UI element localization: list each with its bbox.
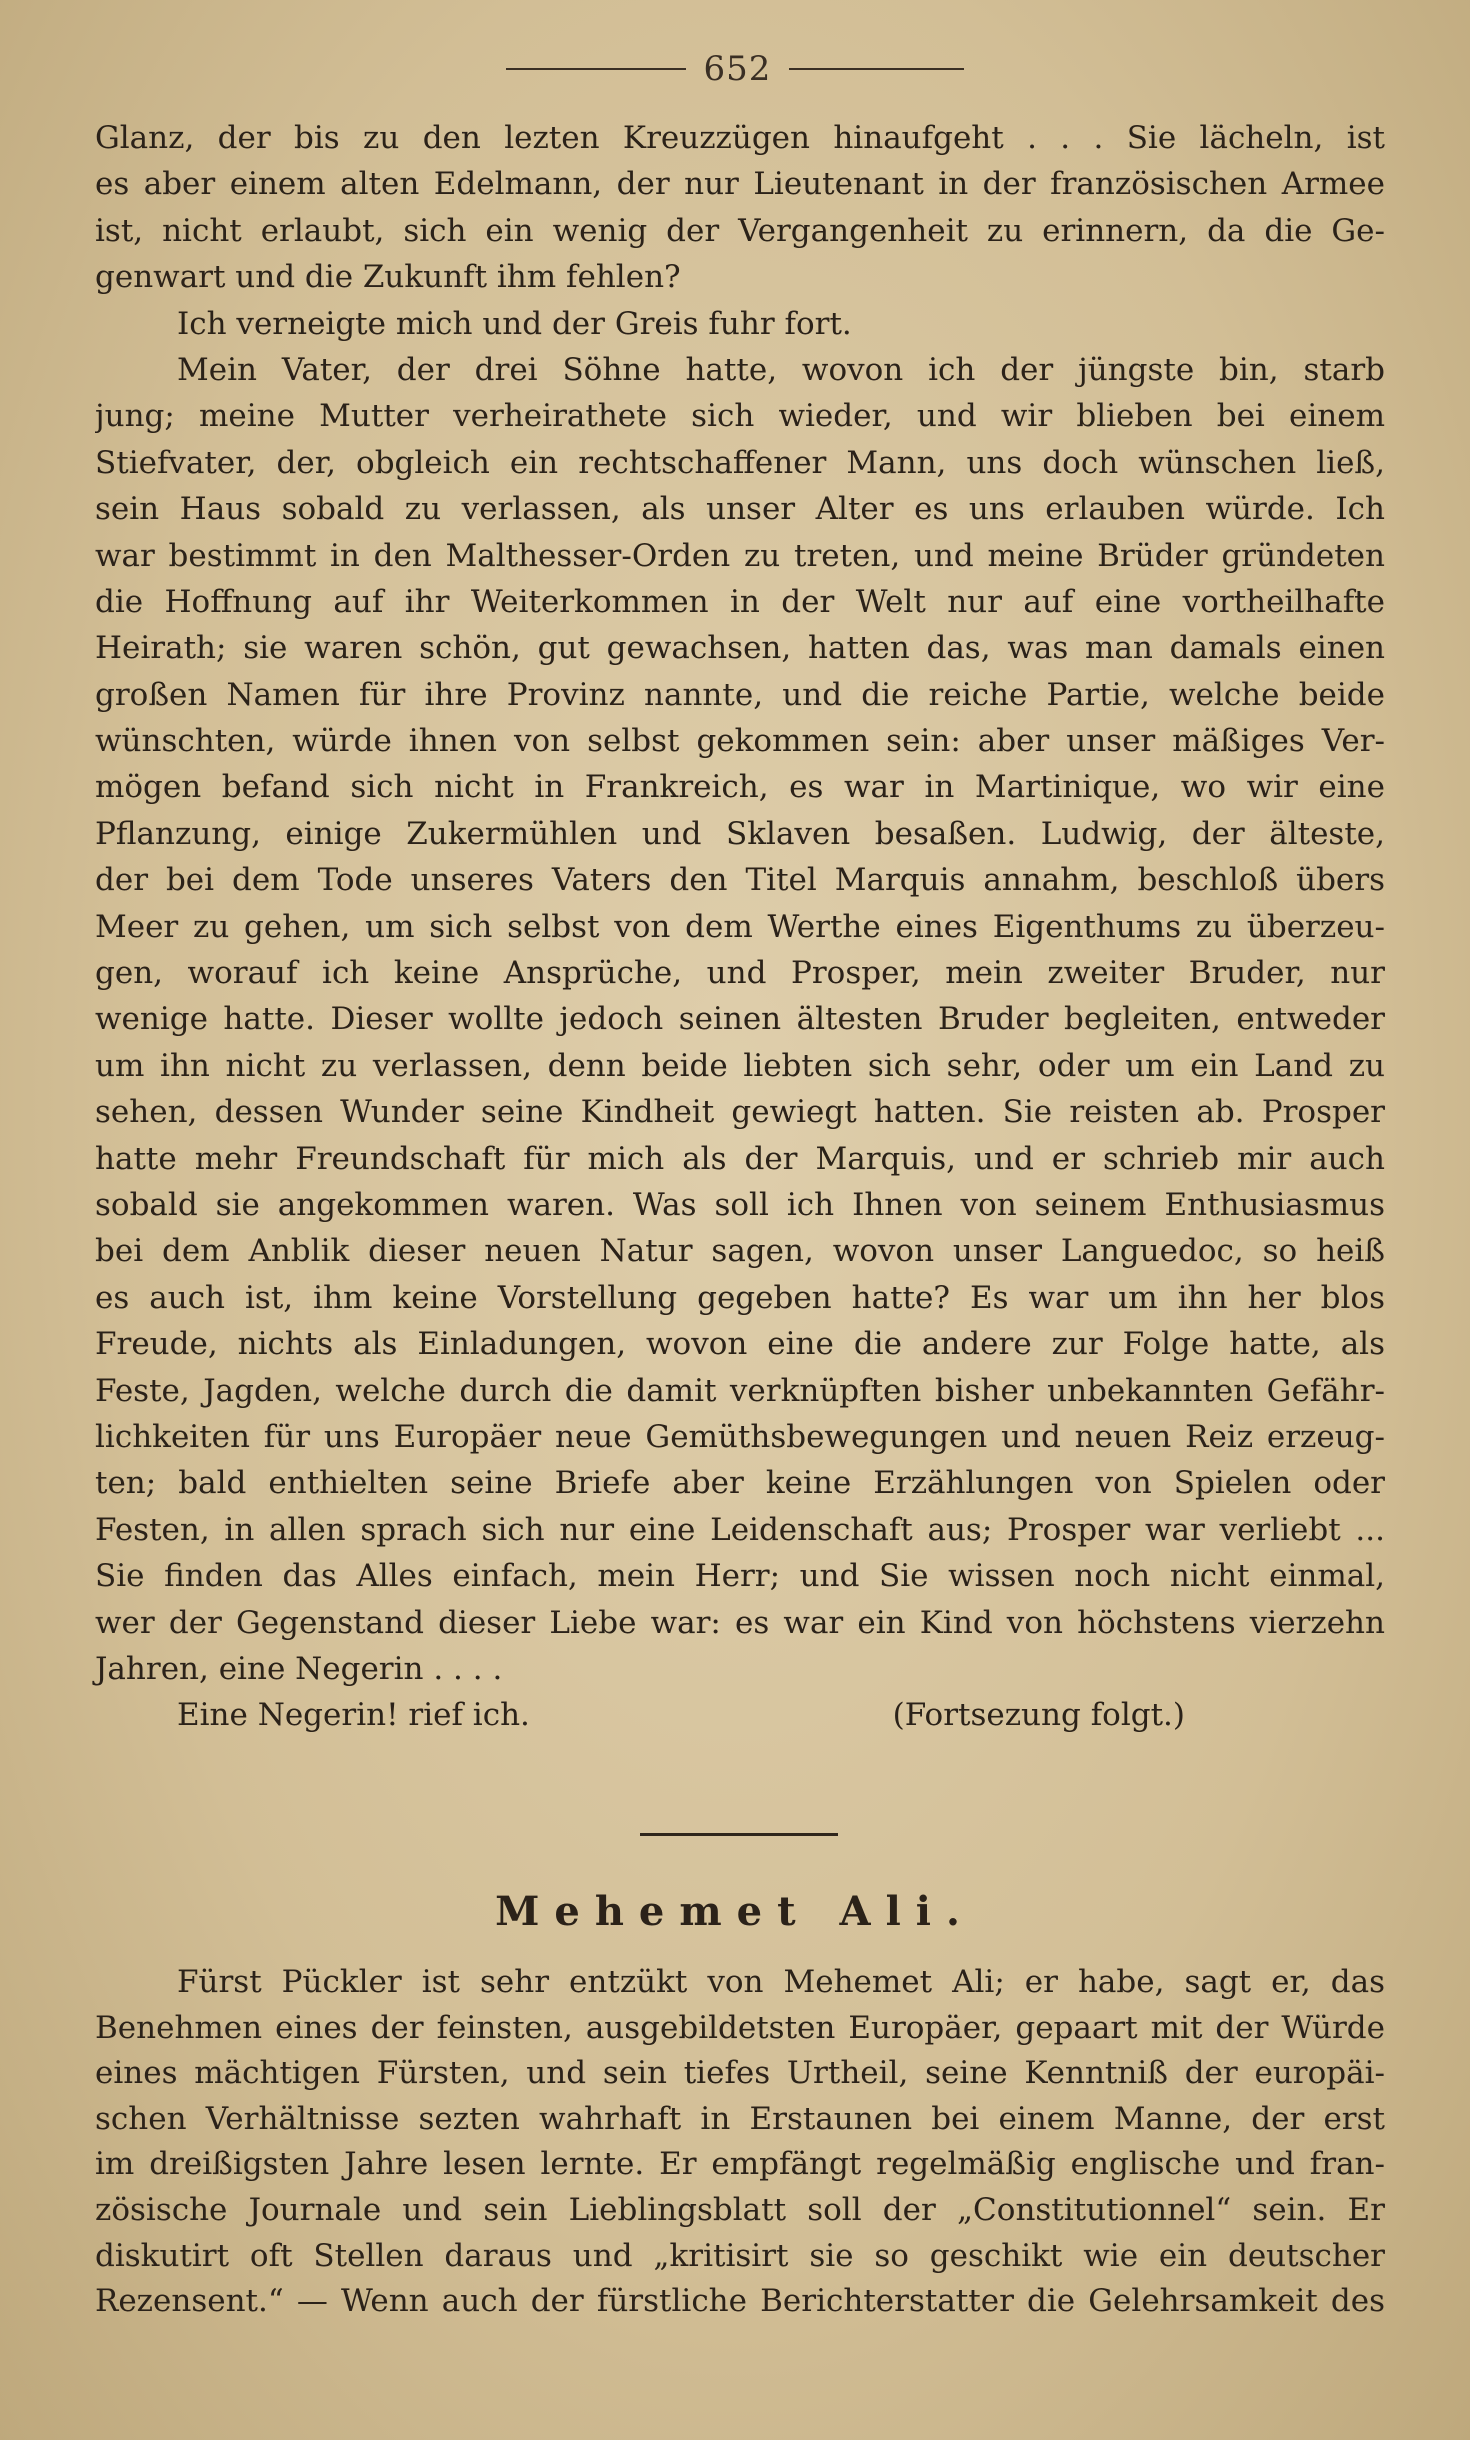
text-line: Stiefvater, der, obgleich ein rechtschaffener Mann, uns doch wünschen ließ, bbox=[95, 444, 1385, 481]
text-line: ten; bald enthielten seine Briefe aber keine Erzählungen von Spielen oder bbox=[95, 1465, 1385, 1502]
text-line: der bei dem Tode unseres Vaters den Titel Marquis annahm, beschloß übers bbox=[95, 862, 1385, 899]
article-continuation bbox=[95, 115, 1385, 1739]
text-line: Freude, nichts als Einladungen, wovon eine die andere zur Folge hatte, als bbox=[95, 1326, 1385, 1363]
text-line: zösische Journale und sein Lieblingsblatt soll der „Constitutionnel“ sein. Er bbox=[95, 2191, 1385, 2228]
header-rule-left bbox=[506, 68, 686, 70]
text-line: großen Namen für ihre Provinz nannte, und die reiche Partie, welche beide bbox=[95, 676, 1385, 713]
section-heading: Mehemet Ali. bbox=[495, 1888, 975, 1935]
text-line: Pflanzung, einige Zukermühlen und Sklaven besaßen. Ludwig, der älteste, bbox=[95, 815, 1385, 852]
section-divider bbox=[640, 1833, 838, 1836]
text-line: sein Haus sobald zu verlassen, als unser Alter es uns erlauben würde. Ich bbox=[95, 491, 1385, 528]
text-line: Benehmen eines der feinsten, ausgebildetsten Europäer, gepaart mit der Würde bbox=[95, 2009, 1385, 2046]
text-line: ist, nicht erlaubt, sich ein wenig der Vergangenheit zu erinnern, da die Ge- bbox=[95, 212, 1385, 249]
text-line: Meer zu gehen, um sich selbst von dem Werthe eines Eigenthums zu überzeu- bbox=[95, 908, 1385, 945]
text-line-with-note bbox=[95, 1692, 1385, 1738]
page-number: 652 bbox=[703, 49, 772, 89]
text-line: lichkeiten für uns Europäer neue Gemüthsbewegungen und neuen Reiz erzeug- bbox=[95, 1418, 1385, 1455]
text-line: wer der Gegenstand dieser Liebe war: es war ein Kind von höchstens vierzehn bbox=[95, 1604, 1385, 1641]
text-line: wenige hatte. Dieser wollte jedoch seinen ältesten Bruder begleiten, entweder bbox=[95, 1001, 1385, 1038]
text-line-final: Eine Negerin! rief ich. bbox=[177, 1697, 530, 1734]
text-line: Festen, in allen sprach sich nur eine Leidenschaft aus; Prosper war verliebt ... bbox=[95, 1511, 1385, 1548]
header-rule-right bbox=[789, 68, 964, 70]
text-line: jung; meine Mutter verheirathete sich wieder, und wir blieben bei einem bbox=[95, 398, 1385, 435]
text-line: um ihn nicht zu verlassen, denn beide liebten sich sehr, oder um ein Land zu bbox=[95, 1047, 1385, 1084]
text-line: genwart und die Zukunft ihm fehlen? bbox=[95, 259, 681, 296]
text-line: eines mächtigen Fürsten, und sein tiefes Urtheil, seine Kenntniß der europäi- bbox=[95, 2055, 1385, 2092]
text-line: Fürst Pückler ist sehr entzükt von Mehemet Ali; er habe, sagt er, das bbox=[177, 1964, 1385, 2000]
text-line: es auch ist, ihm keine Vorstellung gegeben hatte? Es war um ihn her blos bbox=[95, 1279, 1385, 1316]
text-line: war bestimmt in den Malthesser-Orden zu treten, und meine Brüder gründeten bbox=[95, 537, 1385, 574]
text-line: Glanz, der bis zu den lezten Kreuzzügen hinaufgeht . . . Sie lächeln, ist bbox=[95, 120, 1385, 156]
text-line: Ich verneigte mich und der Greis fuhr fort. bbox=[177, 305, 852, 342]
text-line: sehen, dessen Wunder seine Kindheit gewiegt hatten. Sie reisten ab. Prosper bbox=[95, 1094, 1385, 1131]
text-line: mögen befand sich nicht in Frankreich, es war in Martinique, wo wir eine bbox=[95, 769, 1385, 806]
text-line: Heirath; sie waren schön, gut gewachsen, hatten das, was man damals einen bbox=[95, 630, 1385, 667]
text-line: wünschten, würde ihnen von selbst gekommen sein: aber unser mäßiges Ver- bbox=[95, 723, 1385, 760]
text-line: Sie finden das Alles einfach, mein Herr; und Sie wissen noch nicht einmal, bbox=[95, 1558, 1385, 1595]
article-mehemet-ali bbox=[95, 1960, 1385, 2325]
text-line: es aber einem alten Edelmann, der nur Lieutenant in der französischen Armee bbox=[95, 166, 1385, 203]
text-line: hatte mehr Freundschaft für mich als der Marquis, und er schrieb mir auch bbox=[95, 1140, 1385, 1177]
text-line: diskutirt oft Stellen daraus und „kritisirt sie so geschikt wie ein deutscher bbox=[95, 2237, 1385, 2274]
text-line: die Hoffnung auf ihr Weiterkommen in der Welt nur auf eine vortheilhafte bbox=[95, 583, 1385, 620]
text-line: Feste, Jagden, welche durch die damit verknüpften bisher unbekannten Gefähr- bbox=[95, 1372, 1385, 1409]
text-line: gen, worauf ich keine Ansprüche, und Prosper, mein zweiter Bruder, nur bbox=[95, 955, 1385, 992]
continuation-note: (Fortsezung folgt.) bbox=[892, 1697, 1185, 1734]
text-line: bei dem Anblik dieser neuen Natur sagen, wovon unser Languedoc, so heiß bbox=[95, 1233, 1385, 1270]
text-line: schen Verhältnisse sezten wahrhaft in Erstaunen bei einem Manne, der erst bbox=[95, 2100, 1385, 2137]
page-number-header bbox=[0, 44, 1470, 94]
text-line: sobald sie angekommen waren. Was soll ich Ihnen von seinem Enthusiasmus bbox=[95, 1186, 1385, 1223]
text-line: im dreißigsten Jahre lesen lernte. Er empfängt regelmäßig englische und fran- bbox=[95, 2146, 1385, 2183]
text-line: Jahren, eine Negerin . . . . bbox=[95, 1650, 503, 1687]
text-line: Rezensent.“ — Wenn auch der fürstliche Berichterstatter die Gelehrsamkeit des bbox=[95, 2283, 1385, 2320]
text-line: Mein Vater, der drei Söhne hatte, wovon ich der jüngste bin, starb bbox=[177, 351, 1385, 388]
